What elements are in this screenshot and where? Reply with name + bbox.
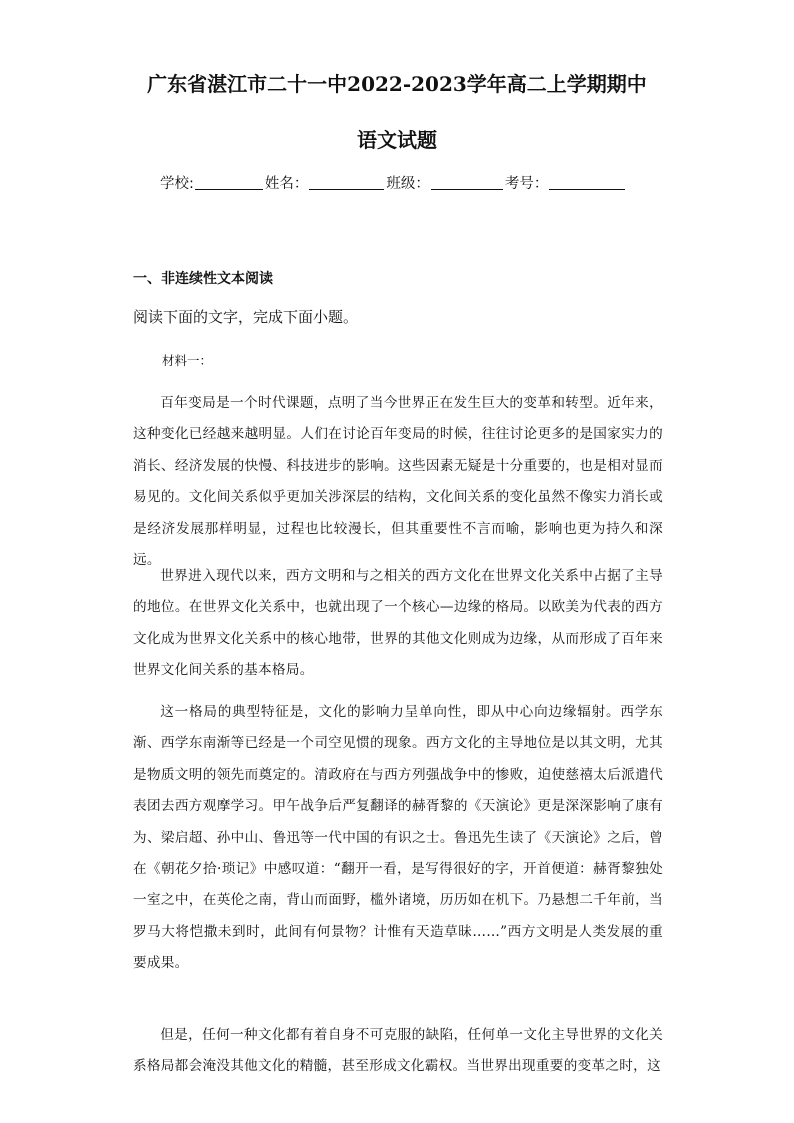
school-label: 学校: [160, 176, 194, 192]
paragraph-4: 但是，任何一种文化都有着自身不可克服的缺陷，任何单一文化主导世界的文化关系格局都会淹没其他文化的精髓，甚至形成文化霸权。当世界出现重要的变革之时，这 [133, 1027, 663, 1075]
paragraph-2: 世界进入现代以来，西方文明和与之相关的西方文化在世界文化关系中占据了主导的地位。在世界文化关系中，也就出现了一个核心—边缘的格局。以欧美为代表的西方文化成为世界文化关系中的核心地带，世界的其他文化则成为边缘，从而形成了百年来世界文化间关系的基本格局。 [133, 568, 663, 679]
paragraph-3: 这一格局的典型特征是，文化的影响力呈单向性，即从中心向边缘辐射。西学东渐、西学东南渐等已经是一个司空见惯的现象。西方文化的主导地位是以其文明，尤其是物质文明的领先而奠定的。清政府在与西方列强战争中的惨败，迫使慈禧太后派遣代表团去西方观摩学习。甲午战争后严复翻译的赫胥黎的《天演论》更是深深影响了康有为、梁启超、孙中山、鲁迅等一代中国的有识之士。鲁迅先生读了《天演论》之后，曾在《朝花夕拾·琐记》中感叹道：“翻开一看，是写得很好的字，开首便道：赫胥黎独处一室之中，在英伦之南，背山而面野，槛外诸境，历历如在机下。乃悬想二千年前，当罗马大将恺撒未到时，此间有何景物？计惟有天造草昧……”西方文明是人类发展的重要成果。 [133, 704, 663, 972]
exam-number-label: 考号： [504, 176, 549, 192]
name-label: 姓名： [264, 176, 309, 192]
document-subtitle: 语文试题 [357, 128, 437, 152]
school-blank[interactable] [195, 175, 263, 190]
paragraph-1: 百年变局是一个时代课题，点明了当今世界正在发生巨大的变革和转型。近年来，这种变化已经越来越明显。人们在讨论百年变局的时候，往往讨论更多的是国家实力的消长、经济发展的快慢、科技进步的影响。这些因素无疑是十分重要的，也是相对显而易见的。文化间关系似乎更加关涉深层的结构，文化间关系的变化虽然不像实力消长或是经济发展那样明显，过程也比较漫长，但其重要性不言而喻，影响也更为持久和深远。 [133, 395, 663, 569]
document-title: 广东省湛江市二十一中2022-2023学年高二上学期期中 [147, 72, 647, 96]
name-blank[interactable] [309, 175, 384, 190]
section-heading: 一、非连续性文本阅读 [133, 271, 273, 287]
reading-instruction: 阅读下面的文字，完成下面小题。 [133, 308, 359, 326]
class-label: 班级： [386, 176, 430, 192]
material-label: 材料一： [162, 353, 213, 368]
exam-number-blank[interactable] [549, 175, 625, 190]
class-blank[interactable] [431, 175, 503, 190]
student-info-row [160, 172, 640, 193]
